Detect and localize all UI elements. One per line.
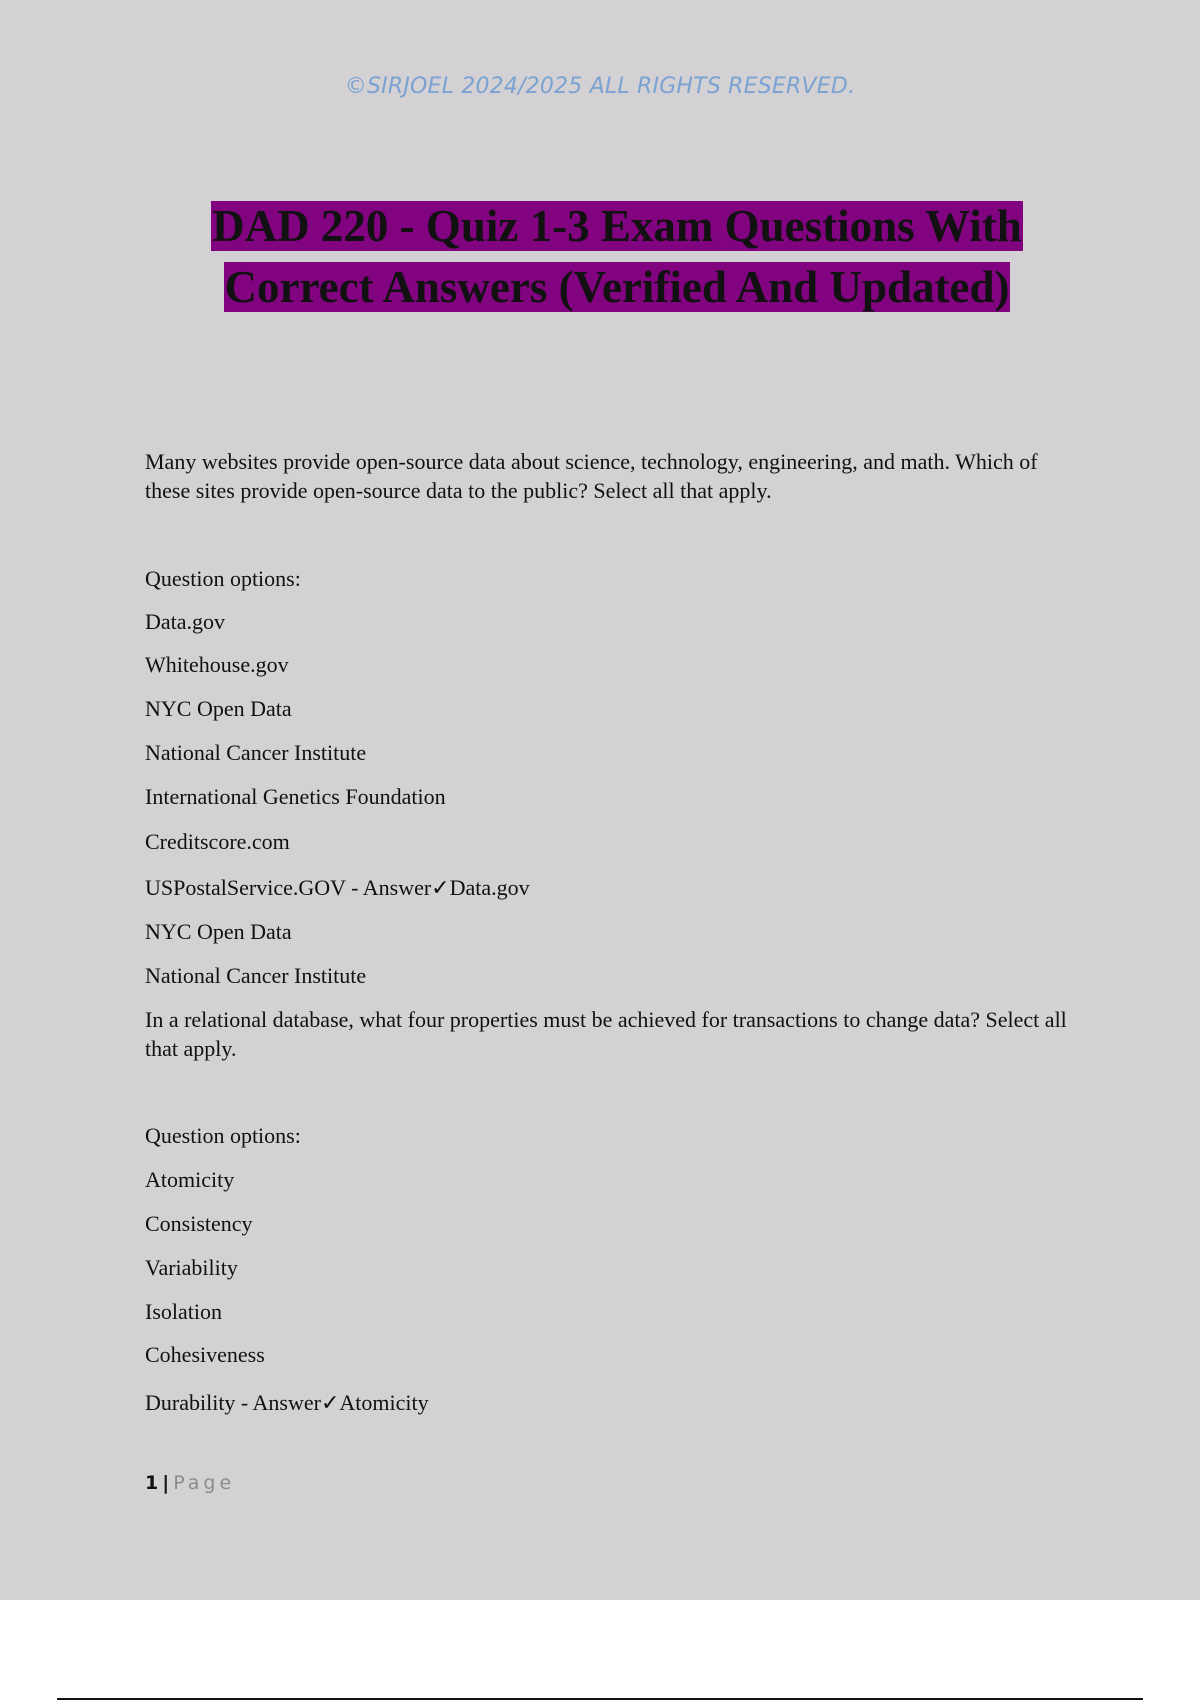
title-line-1: DAD 220 - Quiz 1-3 Exam Questions With (212, 201, 1022, 251)
q1-option: Creditscore.com (145, 829, 290, 854)
q1-option: Whitehouse.gov (145, 652, 289, 677)
q1-answer-item: NYC Open Data (145, 919, 292, 944)
page-footer (145, 1472, 235, 1494)
q1-option: National Cancer Institute (145, 740, 367, 765)
page-label: Page (173, 1472, 236, 1494)
document-title (0, 196, 1200, 318)
q2-answer-line: Durability - Answer✓Atomicity (145, 1390, 429, 1415)
q1-option: Data.gov (145, 609, 226, 634)
question-1-text: Many websites provide open-source data about science, technology, engineering, and math. Which of these sites provide open-source data to the public? Select all that apply. (145, 449, 1038, 503)
q1-option: International Genetics Foundation (145, 784, 446, 809)
quiz-content (145, 447, 1085, 1417)
q2-option: Variability (145, 1255, 238, 1280)
q1-answer-item: National Cancer Institute (145, 963, 367, 988)
q1-answer-line: USPostalService.GOV - Answer✓Data.gov (145, 875, 530, 900)
question-1-options-label: Question options: (145, 566, 301, 591)
title-line-2: Correct Answers (Verified And Updated) (224, 262, 1010, 312)
page-separator: | (162, 1472, 170, 1494)
question-2-text: In a relational database, what four properties must be achieved for transactions to change data? Select all that apply. (145, 1007, 1067, 1061)
q2-option: Cohesiveness (145, 1342, 265, 1367)
copyright-watermark: ©SIRJOEL 2024/2025 ALL RIGHTS RESERVED. (344, 74, 856, 99)
q2-option: Consistency (145, 1211, 253, 1236)
q2-option: Isolation (145, 1299, 222, 1324)
page-number: 1 (145, 1472, 159, 1494)
q2-option: Atomicity (145, 1167, 235, 1192)
question-2-options-label: Question options: (145, 1123, 301, 1148)
q1-option: NYC Open Data (145, 696, 292, 721)
